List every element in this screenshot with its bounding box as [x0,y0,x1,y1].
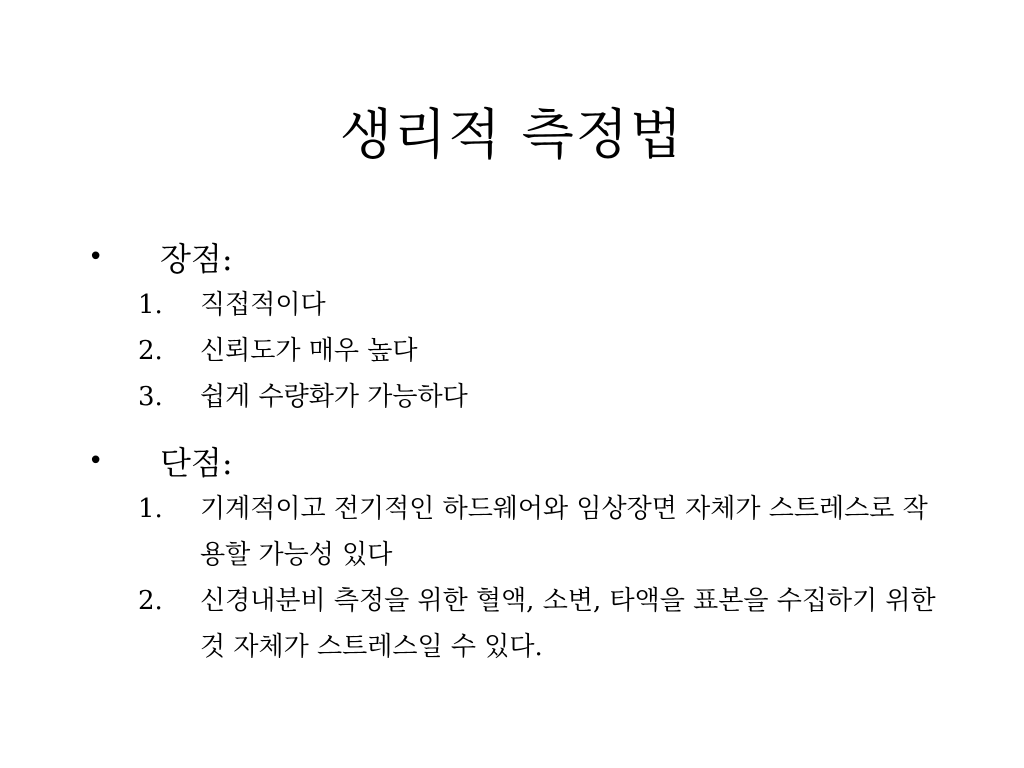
item-number: 1. [138,494,163,524]
advantages-list [84,282,964,420]
bullet-icon: • [88,242,104,272]
list-item [84,578,964,670]
slide-title: 생리적 측정법 [339,103,685,166]
item-number: 2. [138,586,163,616]
item-text: 쉽게 수량화가 가능하다 [200,382,468,412]
item-number: 1. [138,290,163,320]
item-text: 직접적이다 [200,290,326,320]
list-item [84,486,964,578]
item-text: 신경내분비 측정을 위한 혈액, 소변, 타액을 표본을 수집하기 위한 것 자체가 스트레스일 수 있다. [200,586,936,662]
list-item [84,374,964,420]
section-label: 장점: [160,240,233,278]
disadvantages-list [84,486,964,670]
list-item [84,282,964,328]
bullet-icon: • [88,446,104,476]
section-header [84,436,964,486]
item-number: 2. [138,336,163,366]
item-number: 3. [138,382,163,412]
section-disadvantages [84,436,964,670]
list-item [84,328,964,374]
section-advantages [84,232,964,420]
section-label: 단점: [160,444,233,482]
section-header [84,232,964,282]
item-text: 신뢰도가 매우 높다 [200,336,418,366]
item-text: 기계적이고 전기적인 하드웨어와 임상장면 자체가 스트레스로 작용할 가능성 있다 [200,494,928,570]
